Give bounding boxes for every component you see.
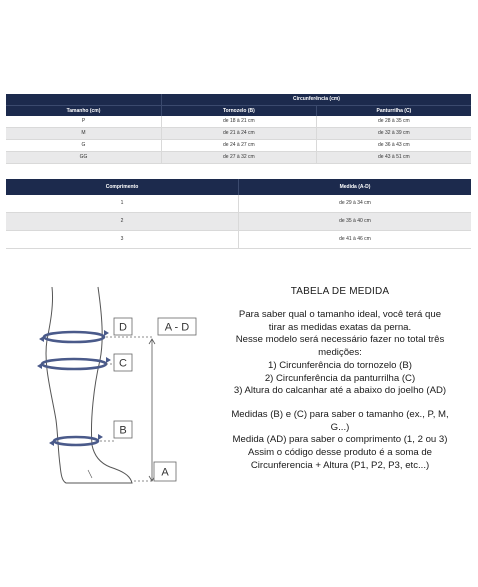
table-row — [6, 152, 471, 164]
cell-measure: de 41 à 46 cm — [239, 231, 472, 249]
col-ankle: Tornozelo (B) — [162, 106, 317, 117]
cell-calf: de 36 à 43 cm — [316, 140, 471, 152]
cell-length: 1 — [6, 195, 239, 213]
table-row — [6, 140, 471, 152]
instruction-line: Circunferencia + Altura (P1, P2, P3, etc...) — [250, 459, 430, 471]
circumference-header: Circunferência (cm) — [162, 94, 472, 106]
measure-bands — [42, 332, 106, 445]
cell-calf: de 28 à 35 cm — [316, 116, 471, 128]
instruction-line: 3) Altura do calcanhar até a abaixo do joelho (AD) — [233, 385, 447, 397]
label-boxes — [114, 318, 196, 481]
cell-measure: de 35 à 40 cm — [239, 213, 472, 231]
ad-dimension — [149, 339, 155, 481]
instruction-line: Medida (AD) para saber o comprimento (1, 2 ou 3) — [232, 434, 448, 446]
instruction-line: 2) Circunferência da panturrilha (C) — [264, 372, 416, 384]
cell-measure: de 29 à 34 cm — [239, 195, 472, 213]
instruction-line: Para saber qual o tamanho ideal, você terá que — [238, 309, 442, 320]
cell-size: M — [6, 128, 162, 140]
instruction-line: Assim o código desse produto é a soma de — [248, 447, 432, 459]
table-row — [6, 231, 471, 249]
cell-size: G — [6, 140, 162, 152]
measure-instructions — [212, 286, 468, 472]
label-a: A — [161, 466, 169, 479]
table-row — [6, 195, 471, 213]
cell-calf: de 32 à 39 cm — [316, 128, 471, 140]
length-table — [6, 179, 471, 249]
cell-size: P — [6, 116, 162, 128]
col-measure: Medida (A-D) — [239, 179, 472, 195]
leg-diagram — [30, 285, 200, 485]
cell-calf: de 43 à 51 cm — [316, 152, 471, 164]
leg-outline — [46, 287, 132, 483]
table-row — [6, 128, 471, 140]
cell-size: GG — [6, 152, 162, 164]
cell-ankle: de 27 à 32 cm — [162, 152, 317, 164]
instruction-line: 1) Circunferência do tornozelo (B) — [268, 359, 412, 371]
cell-ankle: de 21 à 24 cm — [162, 128, 317, 140]
instruction-line: G...) — [330, 421, 350, 433]
band-arrows — [37, 330, 111, 446]
col-length: Comprimento — [6, 179, 239, 195]
header-spacer — [6, 94, 162, 106]
cell-length: 2 — [6, 213, 239, 231]
table-row — [6, 213, 471, 231]
cell-length: 3 — [6, 231, 239, 249]
col-size: Tamanho (cm) — [6, 106, 162, 117]
instruction-line: Nesse modelo será necessário fazer no total três — [235, 334, 445, 346]
cell-ankle: de 24 à 27 cm — [162, 140, 317, 152]
col-calf: Panturrilha (C) — [316, 106, 471, 117]
label-c: C — [119, 357, 127, 370]
label-ad: A - D — [164, 321, 190, 334]
cell-ankle: de 18 à 21 cm — [162, 116, 317, 128]
table-row — [6, 116, 471, 128]
label-b: B — [119, 424, 127, 437]
instructions-title: TABELA DE MEDIDA — [290, 286, 390, 297]
instruction-line: tirar as medidas exatas da perna. — [268, 321, 412, 333]
size-table — [6, 94, 471, 164]
instruction-line: Medidas (B) e (C) para saber o tamanho (ex., P, M, — [231, 408, 449, 420]
label-d: D — [119, 321, 127, 334]
instruction-line: medições: — [318, 347, 362, 359]
